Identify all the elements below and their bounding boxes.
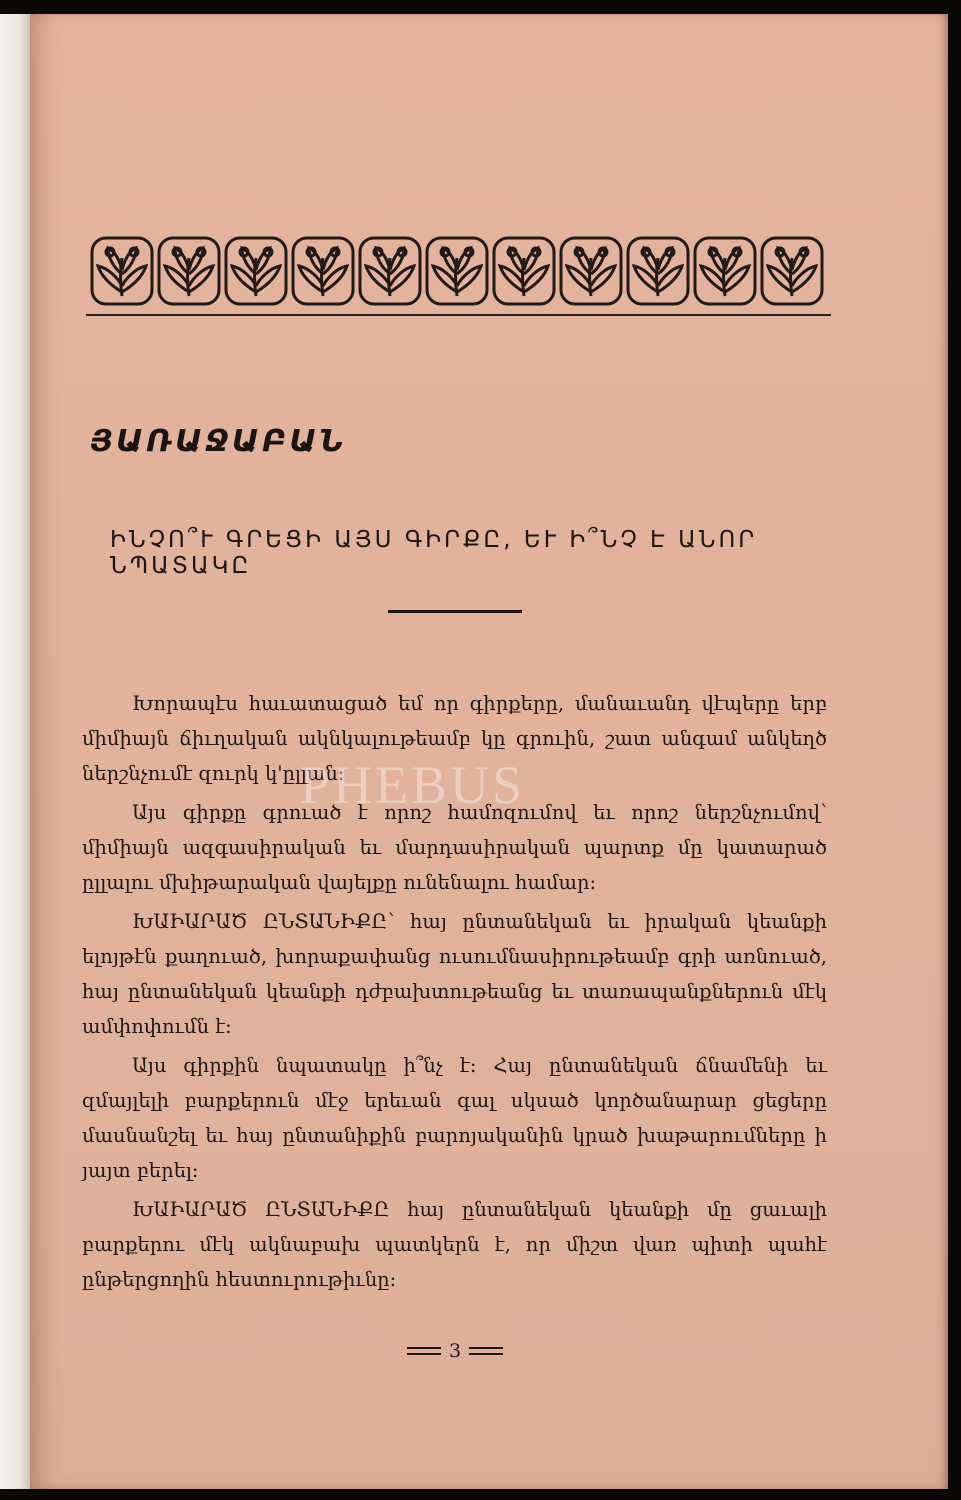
- paragraph: ԽԱԻԱՐԱԾ ԸՆՏԱՆԻՔԸ՝ հայ ընտանեկան եւ իրական կեանքի ելոյթէն քաղուած, խորաքափանց ուսումնասիրութեամբ գրի առնուած, հայ ընտանեկան կեանքի դժբախտութեանց եւ տառապանքներուն մէկ ամփոփումն է։: [82, 910, 827, 1038]
- page-number-dash-left: [407, 1347, 441, 1355]
- paragraph: Խորապէս հաւատացած եմ որ գիրքերը, մանաւանդ վէպերը երբ միմիայն ճիւղական ակնկալութեամբ կը գրուին, շատ անգամ անկեղծ ներշնչումէ զուրկ կ'ըլլան։: [82, 692, 827, 785]
- section-subtitle: ԻՆՉՈ՞Ւ ԳՐԵՑԻ ԱՅՍ ԳԻՐՔԸ, ԵՒ Ի՞ՆՉ Է ԱՆՈՐ ՆՊԱՏԱԿԸ: [110, 527, 758, 579]
- ornament-underline: [86, 314, 831, 316]
- section-heading: ՅԱՌԱՋԱԲԱՆ: [90, 424, 347, 459]
- page-number-dash-right: [469, 1347, 503, 1355]
- divider-rule: [388, 610, 522, 613]
- paragraph: Այս գիրքը գրուած է որոշ համոզումով եւ որոշ ներշնչումով՝ միմիայն ազգասիրական եւ մարդասիրական պարտք մը կատարած ըլլալու մխիթարական վայելքը ունենալու համար։: [82, 801, 827, 894]
- paragraph: ԽԱԻԱՐԱԾ ԸՆՏԱՆԻՔԸ հայ ընտանեկան կեանքի մը ցաւալի բարքերու մէկ ակնաբախ պատկերն է, որ միշտ վառ պիտի պահէ ընթերցողին հեստուրութիւնը։: [82, 1198, 827, 1291]
- facing-page-edge: [0, 14, 30, 1489]
- watermark: PHEBUS: [300, 755, 526, 815]
- page-number-value: 3: [448, 1340, 462, 1362]
- book-page: [30, 14, 948, 1489]
- paragraph: Այս գիրքին նպատակը ի՞նչ է։ Հայ ընտանեկան ճնամենի եւ զմայլելի բարքերուն մէջ երեւան գալ սկսած կործանարար ցեցերը մասնանշել եւ հայ ընտանիքին բարոյականին կրած խաթարումները ի յայտ բերել։: [82, 1054, 827, 1182]
- page-number: [400, 1336, 510, 1366]
- floral-border-ornament: [90, 234, 830, 316]
